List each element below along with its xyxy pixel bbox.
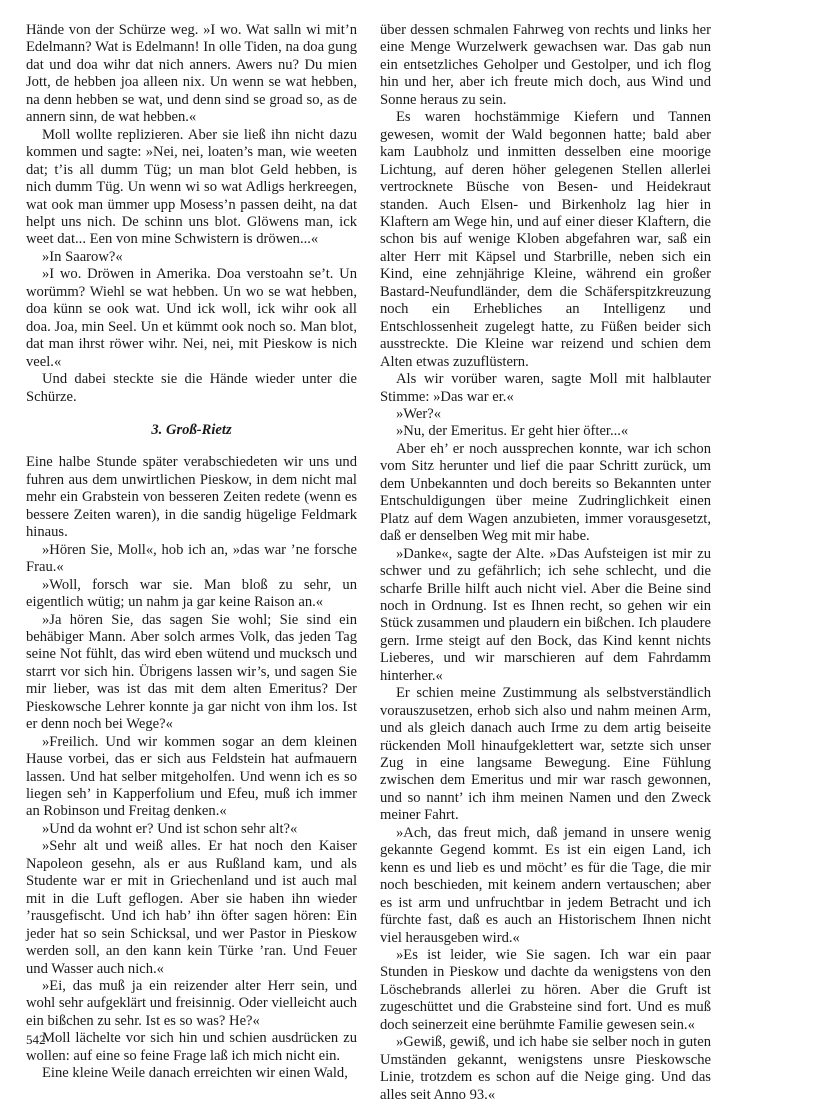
paragraph: »Ei, das muß ja ein reizender alter Herr sein, und wohl sehr aufgeklärt und freisinnig. Oder vielleicht auch ein bißchen zu sehr. Ist es so was? He?«: [26, 978, 357, 1029]
paragraph: »Ach, das freut mich, daß jemand in unsere wenig gekannte Gegend kommt. Es ist ein eigen Land, ich kenn es und lieb es und möcht’ es für die Tage, die mir noch beschieden, mit keinem andern vertauschen; aber es ist arm und unfruchtbar in jedem Betracht und ich fürchte fast, daß es auch an Historischem Ihnen nicht viel herausgeben wird.«: [380, 824, 711, 946]
paragraph: Moll wollte replizieren. Aber sie ließ ihn nicht dazu kommen und sagte: »Nei, nei, loaten’s man, wie weeten dat; t’is all dumm Tüg; un man blot Geld hebben, is nich dumm Tüg. Un wenn wi so wat Adligs herkreegen, wat ook man ümmer upp Mosess’n passen deiht, na dat helpt uns nich. De schinn uns blot. Glöwens man, ick weet dat... Een von mine Schwistern is dröwen...«: [26, 126, 357, 248]
right-column: [380, 22, 711, 1104]
paragraph: »Nu, der Emeritus. Er geht hier öfter...«: [396, 423, 629, 440]
paragraph: Es waren hochstämmige Kiefern und Tannen gewesen, womit der Wald begonnen hatte; bald aber kam Laubholz und inmitten desselben eine moorige Lichtung, auf deren höher gelegenen Stellen allerlei vertrocknete Büsche von Besen- und Heidekraut standen. Auch Elsen- und Birkenholz lag hier in Klaftern am Wege hin, und auf einer dieser Klaftern, die schon bis auf wenige Kloben abgefahren war, saß ein alter Herr mit Käpsel und Starbrille, neben sich ein Kind, eine zehnjährige Kleine, während ein großer Bastard-Neufundländer, dem die Schäferspitzkreuzung noch ein Erhebliches an Intelligenz und Entschlossenheit zugelegt hatte, zu Füßen beider sich ausstreckte. Die Kleine war reizend und schien dem Alten etwas zuzuflüstern.: [380, 109, 711, 370]
paragraph: »I wo. Dröwen in Amerika. Doa verstoahn se’t. Un worümm? Wiehl se wat hebben. Un wo se wat hebben, doa künn se ook wat. Und ick woll, ick wihr ook all doa. Joa, min Seel. Un et kümmt ook noch so. Man blot, dat man ihrst röwer wihr. Nei, nei, mit Pieskow is nich veel.«: [26, 266, 357, 370]
page-number: 542: [26, 1032, 46, 1047]
paragraph: »Freilich. Und wir kommen sogar an dem kleinen Hause vorbei, das er sich aus Feldstein hat aufmauern lassen. Und hat selber mitgeholfen. Und wenn ich es so liegen seh’ in Kapperfolium und Efeu, muß ich immer an Robinson und Freitag denken.«: [26, 733, 357, 820]
chapter-heading: 3. Groß-Rietz: [151, 421, 232, 438]
paragraph: »Sehr alt und weiß alles. Er hat noch den Kaiser Napoleon gesehn, als er aus Rußland kam, und als Studente war er mit in Griechenland und ist auch mal mit in die Luft geflogen. Aber sie haben ihn wieder ’rausgefischt. Und ich hab’ ihn öfter sagen hören: Ein jeder hat so sein Schicksal, und wer Pastor in Pieskow werden soll, an den kann kein Türke ’ran. Und Feuer und Wasser auch nich.«: [26, 838, 357, 977]
paragraph: Moll lächelte vor sich hin und schien ausdrücken zu wollen: auf eine so feine Frage laß ich mich nicht ein.: [26, 1030, 357, 1064]
paragraph: Er schien meine Zustimmung als selbstverständlich vorauszusetzen, erhob sich also und nahm meinen Arm, und als gleich danach auch Irme zu dem artig beiseite rückenden Moll hinaufgeklettert war, setzte sich unser Zug in eine langsame Bewegung. Eine Fühlung zwischen dem Emeritus und mir war rasch gewonnen, und so nannt’ ich ihm meinen Namen und den Zweck meiner Fahrt.: [380, 685, 711, 824]
paragraph: über dessen schmalen Fahrweg von rechts und links her eine Menge Wurzelwerk gewachsen war. Das gab nun ein entsetzliches Geholper und Gestolper, und ich flog hin und her, aber ich freute mich doch, aus Wind und Sonne heraus zu sein.: [380, 22, 711, 108]
paragraph: »Es ist leider, wie Sie sagen. Ich war ein paar Stunden in Pieskow und dachte da wenigstens von den Löschebrands allerlei zu hören. Aber die Gruft ist zugeschüttet und die Grabsteine sind fort. Und es muß doch seinerzeit eine berühmte Familie gewesen sein.«: [380, 947, 711, 1033]
paragraph: Eine kleine Weile danach erreichten wir einen Wald,: [42, 1065, 348, 1082]
paragraph: Hände von der Schürze weg. »I wo. Wat salln wi mit’n Edelmann? Wat is Edelmann! In olle Tiden, na doa gung dat und doa wihr dat nich anners. Awers nu? Du mien Jott, de hebben joa alleen nix. Un wenn se wat hebben, na denn hebben se wat, und denn sind se groad so, as de annern sinn, de wat hebben.«: [26, 22, 357, 126]
paragraph: Als wir vorüber waren, sagte Moll mit halblauter Stimme: »Das war er.«: [380, 371, 711, 405]
paragraph: »Woll, forsch war sie. Man bloß zu sehr, un eigentlich wütig; un nahm ja gar keine Raison an.«: [26, 576, 357, 611]
paragraph: »Wer?«: [396, 405, 442, 422]
paragraph: Eine halbe Stunde später verabschiedeten wir uns und fuhren aus dem unwirtlichen Pieskow, in dem nicht mal mehr ein Grabstein von besseren Zeiten redete (wenn es bessere Zeiten waren), in die sandig hügelige Feldmark hinaus.: [26, 454, 357, 541]
paragraph: Aber eh’ er noch aussprechen konnte, war ich schon vom Sitz herunter und lief die paar Schritt zurück, um dem Unbekannten und doch bereits so Bekannten unter Entschuldigungen über meine Zudringlichkeit einen Platz auf dem Wagen anzubieten, immer vorausgesetzt, daß er denselben Weg mit mir habe.: [380, 440, 711, 545]
paragraph: »Gewiß, gewiß, und ich habe sie selber noch in guten Umständen gekannt, wenigstens unsre Pieskowsche Linie, trotzdem es schon auf die Neige ging. Und das alles seit Anno 93.«: [380, 1034, 711, 1103]
paragraph: »Ja hören Sie, das sagen Sie wohl; Sie sind ein behäbiger Mann. Aber solch armes Volk, das jeden Tag seine Not fühlt, das wird eben wütend und mucksch und starrt vor sich hin. Übrigens lassen wir’s, und sagen Sie mir lieber, was ist das mit dem alten Emeritus? Der Pieskowsche Lehrer konnte ja gar nicht von ihm los. Ist er denn noch bei Wege?«: [26, 611, 357, 733]
left-column: [26, 22, 357, 1083]
paragraph: »In Saarow?«: [42, 248, 123, 265]
paragraph: »Und da wohnt er? Und ist schon sehr alt?«: [42, 820, 298, 837]
paragraph: Und dabei steckte sie die Hände wieder unter die Schürze.: [26, 371, 357, 405]
paragraph: »Danke«, sagte der Alte. »Das Aufsteigen ist mir zu schwer und zu gefährlich; ich sehe schlecht, und die scharfe Brille hilft auch nicht viel. Aber die Beine sind noch in Ordnung. Ist es Ihnen recht, so gehen wir ein Stück zusammen und plaudern ein bißchen. Ich plaudere gern. Irme steigt auf den Bock, das Kind kennt nichts Lieberes, und wir marschieren auf dem Fahrdamm hinterher.«: [380, 545, 711, 684]
paragraph: »Hören Sie, Moll«, hob ich an, »das war ’ne forsche Frau.«: [26, 541, 357, 576]
